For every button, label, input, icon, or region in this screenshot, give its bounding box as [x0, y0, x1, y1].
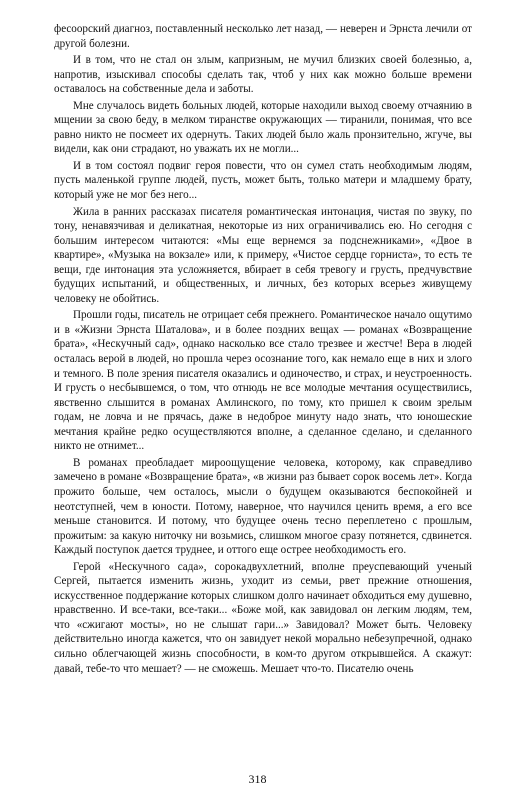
paragraph: И в том, что не стал он злым, капризным, не мучил близких своей болезнью, а, напротив, изыскивал способы сделать так, чтоб у них как можно больше времени оставалось на собственные дела и заботы. — [54, 54, 472, 96]
body-text — [54, 22, 472, 676]
paragraph: Мне случалось видеть больных людей, которые находили выход своему отчаянию в мщении за свою беду, в мелком тиранстве окружающих — тиранили, понимая, что все равно никто не посмеет их одернуть. Таких людей было жаль пронзительно, жгуче, вы видели, как они страдают, но уважать их не могли... — [54, 99, 472, 156]
paragraph-continuation: фесоорский диагноз, поставленный несколько лет назад, — неверен и Эрнста лечили от другой болезни. — [54, 23, 472, 50]
paragraph: Герой «Нескучного сада», сорокадвухлетний, вполне преуспевающий ученый Сергей, пытается изменить жизнь, уходит из семьи, рвет прежние отношения, искусственное поддержание которых слишком долго начинает обходиться ему душевно, нравственно. И все-таки, все-таки... «Боже мой, как завидовал он легким людям, тем, что «сжигают мосты», но не слышат гари...» Завидовал? Может быть. Человеку действительно иногда кажется, что он завидует некой морально небезупречной, однако сильно облегчающей жизнь способности, в ком-то другом открывшейся. А скажут: давай, тебе-то что мешает? — не сможешь. Мешает что-то. Писателю очень — [54, 560, 472, 675]
page-number: 318 — [248, 772, 267, 786]
paragraph: Прошли годы, писатель не отрицает себя прежнего. Романтическое начало ощутимо и в «Жизни Эрнста Шаталова», и в более поздних вещах — романах «Возвращение брата», «Нескучный сад», однако насколько все стало трезвее и жестче! Вера в людей осталась верой в людей, но прошла через осознание того, как немало еще в них и злого и темного. В поле зрения писателя оказались и одиночество, и страх, и неустроенность. И грусть о несбывшемся, о том, что отнюдь не все молодые мечтания осуществились, явственно слышится в романах Амлинского, по тому, кто пришел к своим зрелым годам, не ловча и не прячась, даже в недоброе минуту надо знать, что юношеские мечтания крайне редко осуществляются вполне, а сделанное сделано, и сделанного никто не отнимет... — [54, 309, 472, 453]
paragraph: В романах преобладает мироощущение человека, которому, как справедливо замечено в романе «Возвращение брата», «в жизни раз бывает сорок восемь лет». Когда прожито больше, чем осталось, мысли о будущем оказываются беспокойней и неотступней, чем в юности. Потому, наверное, что научился ценить время, а его все меньше становится. И потому, что будущее очень тесно переплетено с прошлым, прожитым: за какую ниточку ни возьмись, слишком многое сразу потянется, сдвинется. Каждый поступок дается труднее, и оттого еще острее необходимость его. — [54, 456, 472, 557]
paragraph: Жила в ранних рассказах писателя романтическая интонация, чистая по звуку, по тону, ненавязчивая и деликатная, некоторые из них ограничивались ею. Но сегодня с большим интересом читаются: «Мы еще вернемся за подснежниками», «Двое в квартире», «Музыка на вокзале» или, к примеру, «Чистое сердце горниста», то есть те вещи, где интонация эта усложняется, вбирает в себя тревогу и грусть, предчувствие будущих испытаний, и общественных, и личных, без которых всерьез живущему человеку не обойтись. — [54, 205, 472, 305]
paragraph: И в том состоял подвиг героя повести, что он сумел стать необходимым людям, пусть маленькой группе людей, пусть, может быть, только матери и младшему брату, который уже не мог без него... — [54, 159, 472, 202]
